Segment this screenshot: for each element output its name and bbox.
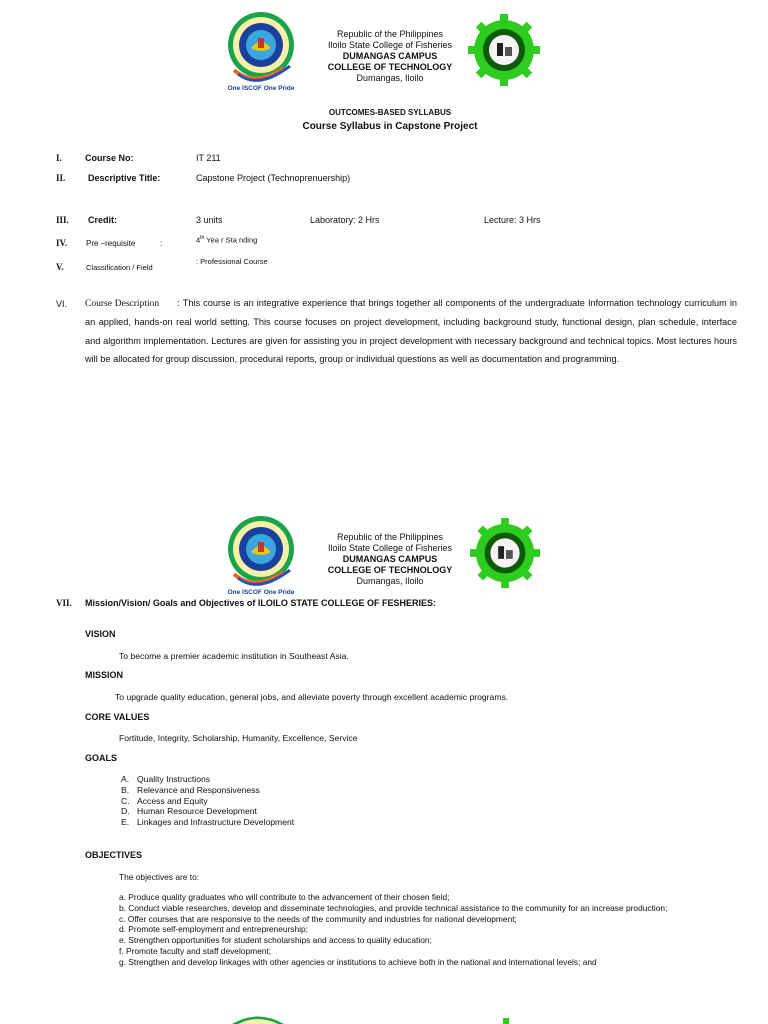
iscof-seal-logo bbox=[224, 512, 298, 598]
header-line5: Dumangas, Iloilo bbox=[356, 73, 424, 83]
header-line2: Iloilo State College of Fisheries bbox=[327, 543, 453, 553]
logo-caption: One ISCOF One Pride bbox=[227, 85, 295, 92]
class-value: : Professional Course bbox=[196, 257, 268, 266]
objective-item: e. Strengthen opportunities for student scholarships and access to quality education; bbox=[119, 935, 432, 946]
section7-num: VII. bbox=[56, 598, 72, 608]
prereq-colon: : bbox=[160, 239, 163, 248]
credit-value: 3 units bbox=[196, 215, 223, 225]
credit-label: Credit: bbox=[88, 215, 117, 225]
mission-label: MISSION bbox=[85, 670, 124, 680]
header-line2: Iloilo State College of Fisheries bbox=[327, 40, 453, 50]
course-no-label: Course No: bbox=[85, 153, 134, 163]
header-line4: COLLEGE OF TECHNOLOGY bbox=[327, 62, 453, 72]
course-no-num: I. bbox=[56, 153, 62, 163]
header-line4: COLLEGE OF TECHNOLOGY bbox=[327, 565, 453, 575]
desc-num: VI. bbox=[56, 299, 68, 309]
objectives-list bbox=[119, 892, 667, 968]
objective-item: b. Conduct viable researches, develop and disseminate technologies, and provide technical assistance to the community for an increase production; bbox=[119, 902, 668, 913]
desc-text: : This course is an integrative experience that brings together all components of the undergraduate Information technology curriculum in an applied, hands-on real world setting. This course focuses on project development, including background study, functional design, plan schedule, interface and algorithm implementation. Lectures are given for assisting you in project development with necessary background and technical topics. Most lectures hours will be allocated for group discussion, procedural reports, group or individual questions as well as documentation and programming. bbox=[85, 298, 737, 364]
class-label: Classification / Field bbox=[86, 263, 153, 272]
header-line1: Republic of the Philippines bbox=[336, 532, 444, 542]
prereq-num: IV. bbox=[56, 238, 68, 248]
logo-caption: One ISCOF One Pride bbox=[227, 589, 295, 596]
course-no-value: IT 211 bbox=[196, 153, 221, 163]
credit-num: III. bbox=[56, 215, 69, 225]
title-value: Capstone Project (Technoprenuership) bbox=[196, 173, 351, 183]
desc-label: Course Description bbox=[85, 299, 160, 309]
vision-text: To become a premier academic institution in Southeast Asia. bbox=[119, 651, 349, 661]
core-values-label: CORE VALUES bbox=[85, 712, 150, 722]
class-num: V. bbox=[56, 262, 64, 272]
gear-logo-partial bbox=[496, 1016, 516, 1024]
title-label: Descriptive Title: bbox=[88, 173, 161, 183]
objective-item: f. Promote faculty and staff development; bbox=[119, 945, 272, 956]
syllabus-title: Course Syllabus in Capstone Project bbox=[302, 121, 478, 132]
goal-item: B. Relevance and Responsiveness bbox=[121, 784, 260, 795]
objective-item: g. Strengthen and develop linkages with other agencies or institutions to achieve both in the national and international levels; and bbox=[119, 956, 597, 967]
mission-text: To upgrade quality education, general jobs, and alleviate poverty through excellent academic programs. bbox=[115, 692, 509, 702]
objectives-intro: The objectives are to: bbox=[119, 872, 200, 882]
goal-item: D. Human Resource Development bbox=[121, 806, 257, 817]
objective-item: c. Offer courses that are responsive to the needs of the community and industries for national development; bbox=[119, 913, 517, 924]
core-values-text: Fortitude, Integrity, Scholarship, Humanity, Excellence, Service bbox=[119, 733, 358, 743]
lab-value: Laboratory: 2 Hrs bbox=[310, 215, 380, 225]
goals-label: GOALS bbox=[85, 753, 118, 763]
header-line3: DUMANGAS CAMPUS bbox=[342, 554, 438, 564]
goal-item: C. Access and Equity bbox=[121, 795, 208, 806]
goal-item: E. Linkages and Infrastructure Development bbox=[121, 817, 295, 828]
iscof-seal-logo bbox=[224, 8, 298, 94]
vision-label: VISION bbox=[85, 629, 116, 639]
section7-title: Mission/Vision/ Goals and Objectives of ILOILO STATE COLLEGE OF FESHERIES: bbox=[85, 598, 437, 608]
header-line3: DUMANGAS CAMPUS bbox=[342, 51, 438, 61]
syllabus-kicker: OUTCOMES-BASED SYLLABUS bbox=[328, 108, 452, 117]
objectives-label: OBJECTIVES bbox=[85, 850, 143, 860]
goals-list bbox=[121, 774, 294, 828]
objective-item: d. Promote self-employment and entrepreneurship; bbox=[119, 924, 309, 935]
header-line5: Dumangas, Iloilo bbox=[356, 576, 424, 586]
college-technology-gear-logo bbox=[468, 14, 540, 86]
lecture-value: Lecture: 3 Hrs bbox=[484, 215, 541, 225]
title-num: II. bbox=[56, 173, 66, 183]
course-description bbox=[85, 294, 737, 368]
objective-item: a. Produce quality graduates who will contribute to the advancement of their chosen field; bbox=[119, 892, 450, 902]
iscof-seal-logo-partial bbox=[228, 1015, 288, 1024]
college-technology-gear-logo bbox=[470, 518, 540, 588]
prereq-label: Pre –requisite bbox=[86, 239, 136, 248]
header-line1: Republic of the Philippines bbox=[336, 29, 444, 39]
goal-item: A. Quality Instructions bbox=[121, 774, 211, 784]
prereq-value: 4th Yea r Sta nding bbox=[196, 235, 258, 245]
